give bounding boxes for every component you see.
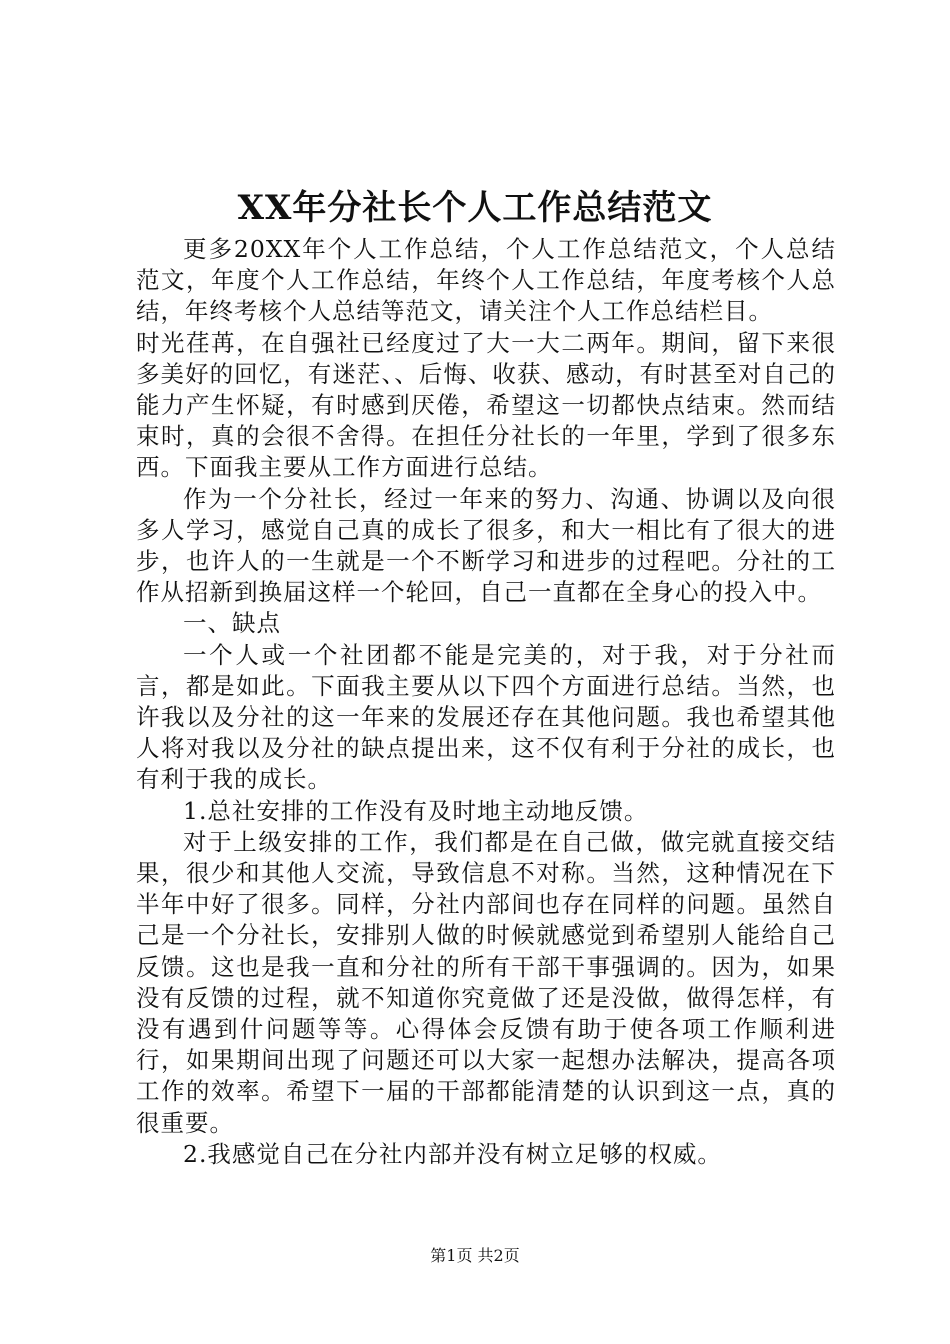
paragraph: 对于上级安排的工作，我们都是在自己做，做完就直接交结果，很少和其他人交流，导致信息不对称。当然，这种情况在下半年中好了很多。同样，分社内部间也存在同样的问题。虽然自己是一个分社长，安排别人做的时候就感觉到希望别人能给自己反馈。这也是我一直和分社的所有干部干事强调的。因为，如果没有反馈的过程，就不知道你究竟做了还是没做，做得怎样，有没有遇到什问题等等。心得体会反馈有助于使各项工作顺利进行，如果期间出现了问题还可以大家一起想办法解决，提高各项工作的效率。希望下一届的干部都能清楚的认识到这一点，真的很重要。 bbox=[136, 827, 836, 1137]
list-item-heading: 2.我感觉自己在分社内部并没有树立足够的权威。 bbox=[183, 1139, 722, 1168]
paragraph: 作为一个分社长，经过一年来的努力、沟通、协调以及向很多人学习，感觉自己真的成长了很多，和大一相比有了很大的进步，也许人的一生就是一个不断学习和进步的过程吧。分社的工作从招新到换届这样一个轮回，自己一直都在全身心的投入中。 bbox=[136, 484, 836, 607]
page-footer: 第1页 共2页 bbox=[430, 1246, 520, 1265]
paragraph: 一个人或一个社团都不能是完美的，对于我，对于分社而言，都是如此。下面我主要从以下四个方面进行总结。当然，也许我以及分社的这一年来的发展还存在其他问题。我也希望其他人将对我以及分社的缺点提出来，这不仅有利于分社的成长，也有利于我的成长。 bbox=[136, 640, 836, 794]
document-body bbox=[136, 234, 836, 1170]
document-title: XX年分社长个人工作总结范文 bbox=[237, 188, 713, 228]
paragraph: 更多20XX年个人工作总结，个人工作总结范文，个人总结范文，年度个人工作总结，年终个人工作总结，年度考核个人总结，年终考核个人总结等范文，请关注个人工作总结栏目。 bbox=[136, 235, 836, 326]
list-item-heading: 1.总社安排的工作没有及时地主动地反馈。 bbox=[183, 796, 649, 825]
paragraph: 时光荏苒，在自强社已经度过了大一大二两年。期间，留下来很多美好的回忆，有迷茫、、后悔、收获、感动，有时甚至对自己的能力产生怀疑，有时感到厌倦，希望这一切都快点结束。然而结束时，真的会很不舍得。在担任分社长的一年里，学到了很多东西。下面我主要从工作方面进行总结。 bbox=[136, 328, 836, 482]
section-heading: 一、缺点 bbox=[183, 609, 281, 638]
